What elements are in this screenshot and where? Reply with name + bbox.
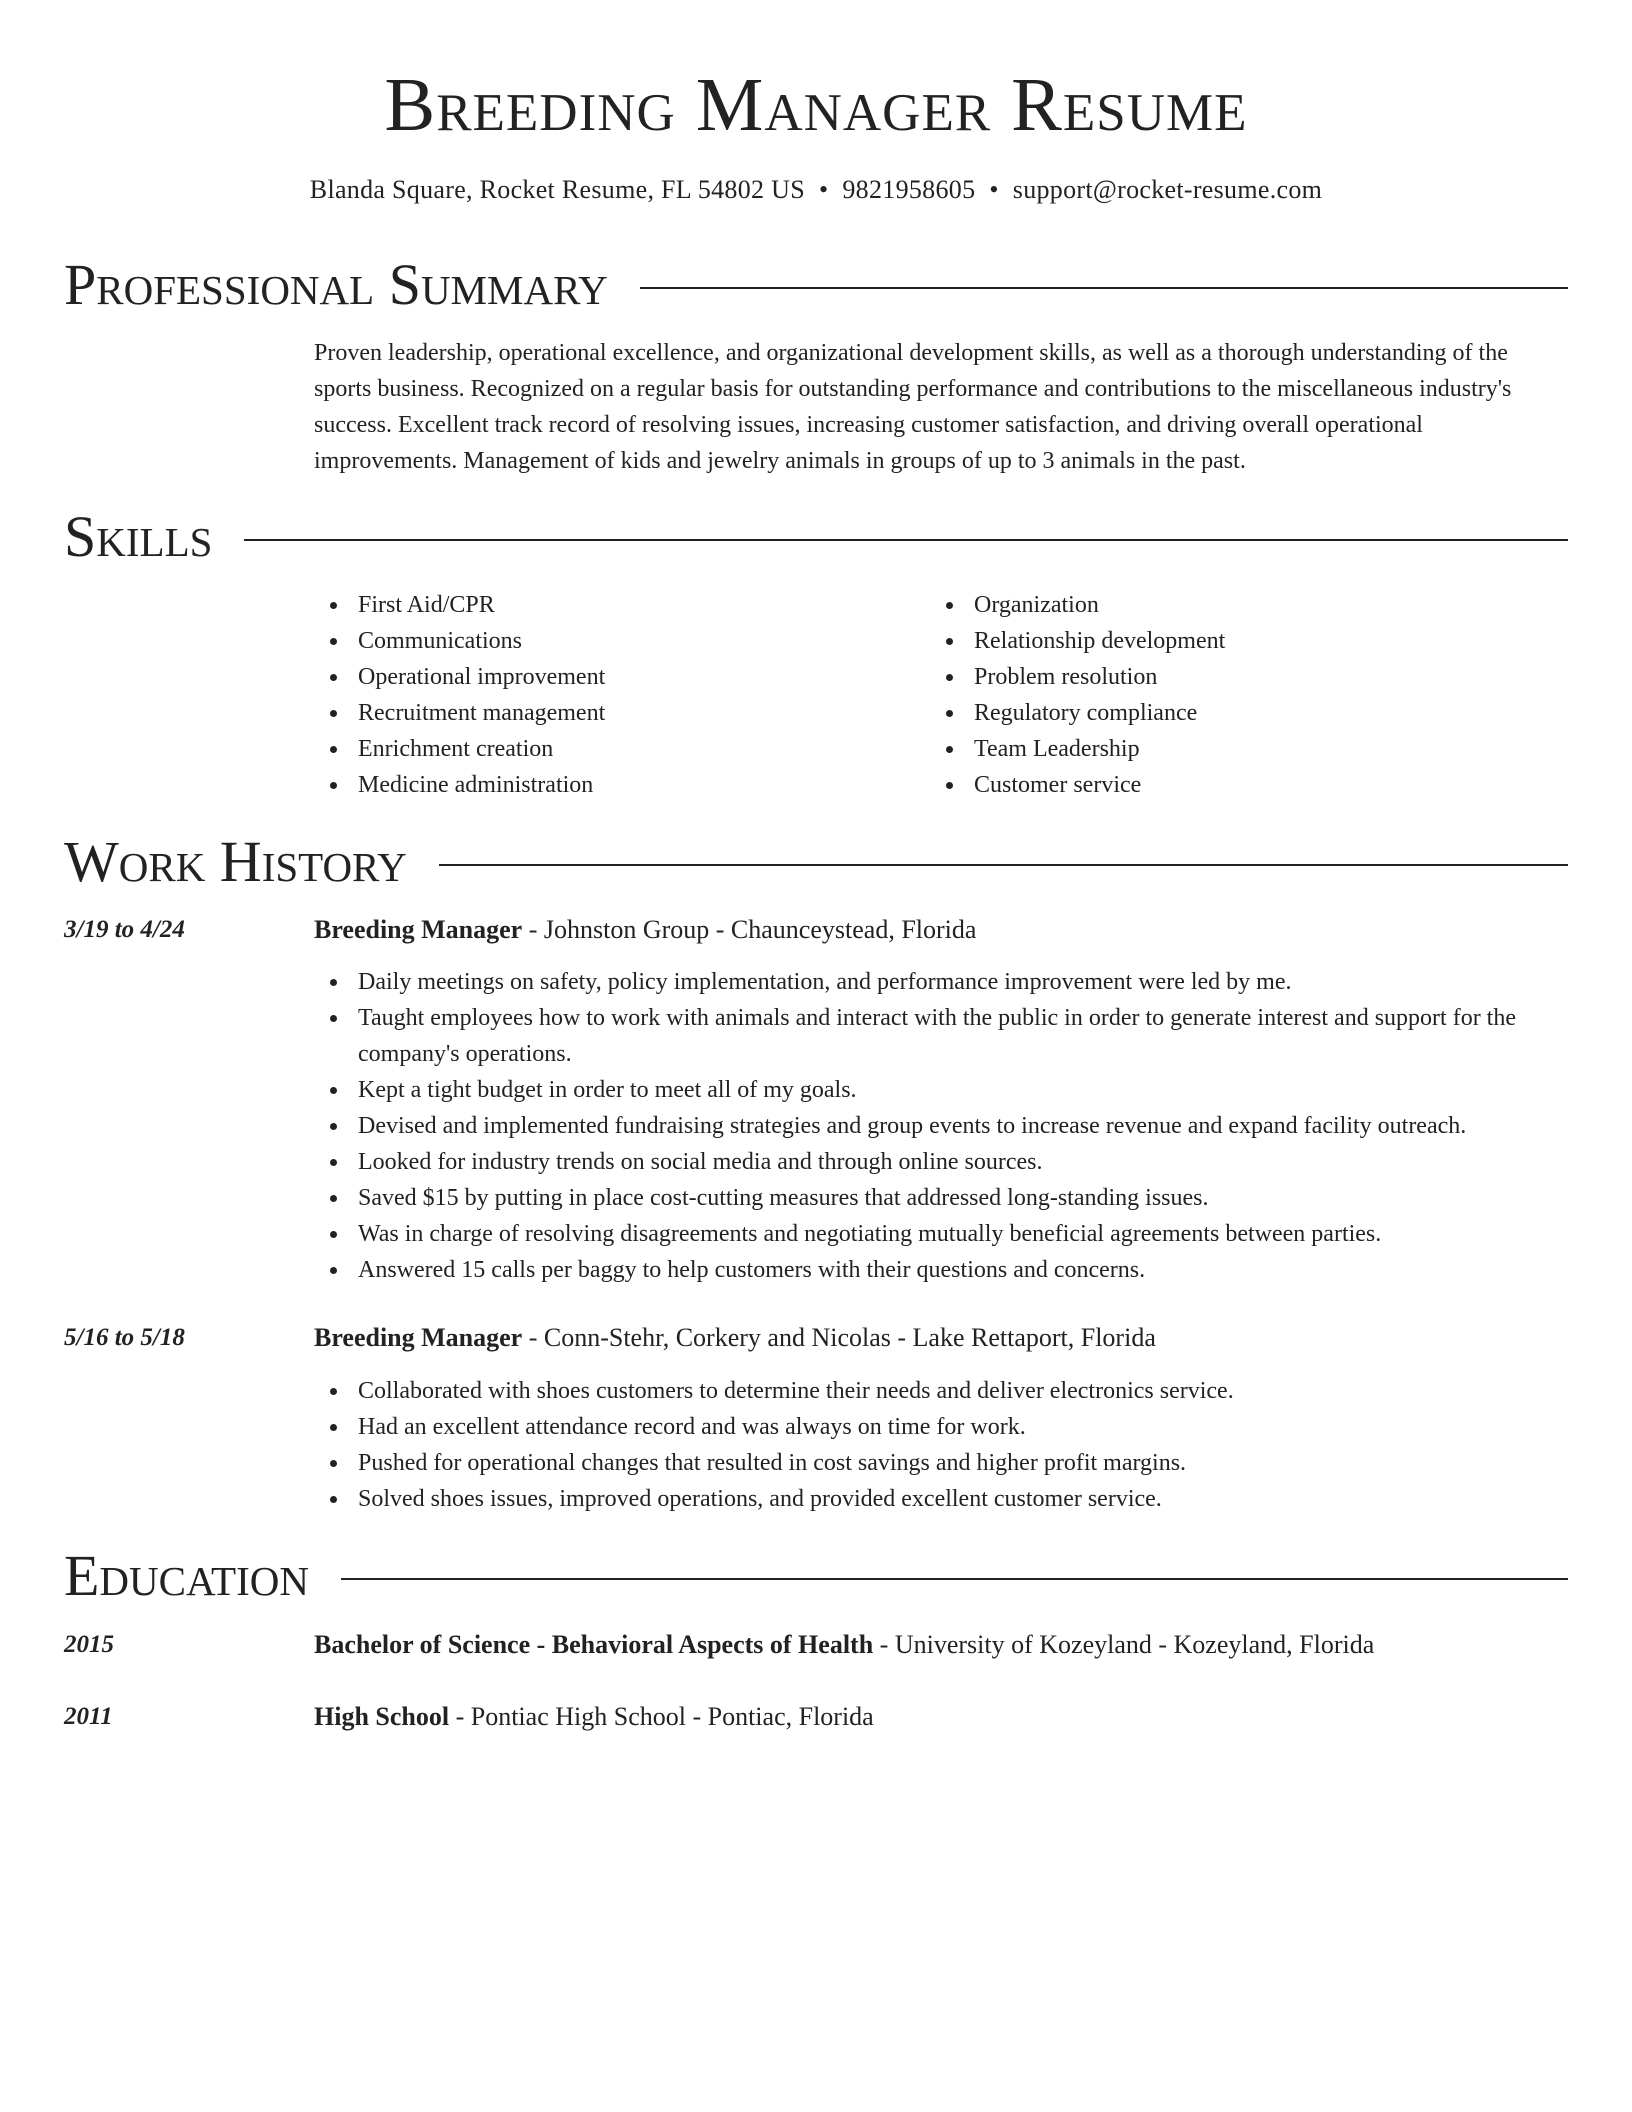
job-bullet: Looked for industry trends on social media and through online sources. [314,1144,1568,1180]
education-school: - University of Kozeyland - Kozeyland, Florida [873,1630,1375,1659]
job-bullet: Pushed for operational changes that resulted in cost savings and higher profit margins. [314,1445,1568,1481]
resume-title: Breeding Manager Resume [384,63,1248,147]
summary-heading: Professional Summary [64,252,608,317]
skill-item: Enrichment creation [314,731,930,767]
job-bullet: Answered 15 calls per baggy to help customers with their questions and concerns. [314,1252,1568,1288]
skill-item: Organization [930,587,1546,623]
job-bullet: Devised and implemented fundraising strategies and group events to increase revenue and expand facility outreach. [314,1108,1568,1144]
job-employer: - Johnston Group - Chaunceystead, Florida [522,915,977,944]
job-bullet: Had an excellent attendance record and was always on time for work. [314,1409,1568,1445]
education-heading: Education [64,1543,309,1608]
skill-item: Customer service [930,767,1546,803]
job-bullet: Kept a tight budget in order to meet all of my goals. [314,1072,1568,1108]
job-bullets [314,964,1568,1288]
job-heading [314,1320,1568,1356]
job-title: Breeding Manager [314,1323,523,1352]
education-year: 2015 [64,1631,114,1658]
summary-section-header [64,250,1568,320]
job-bullet: Was in charge of resolving disagreements and negotiating mutually beneficial agreements between parties. [314,1216,1568,1252]
job-title: Breeding Manager [314,915,523,944]
skills-heading: Skills [64,504,213,569]
job-bullet: Solved shoes issues, improved operations, and provided excellent customer service. [314,1481,1568,1517]
job-heading [314,912,1568,948]
job-bullet: Saved $15 by putting in place cost-cutting measures that addressed long-standing issues. [314,1180,1568,1216]
section-divider [640,287,1568,289]
section-divider [244,539,1568,541]
contact-separator: • [818,175,829,204]
skill-item: Recruitment management [314,695,930,731]
job-dates: 5/16 to 5/18 [64,1324,185,1351]
section-divider [341,1578,1568,1580]
education-entry [314,1627,1568,1663]
job-bullets [314,1373,1568,1517]
education-school: - Pontiac High School - Pontiac, Florida [449,1702,874,1731]
contact-email: support@rocket-resume.com [1012,175,1323,204]
section-divider [439,864,1568,866]
skills-list-right [930,587,1546,803]
skills-section-header [64,502,1568,572]
contact-phone: 9821958605 [842,175,976,204]
job-employer: - Conn-Stehr, Corkery and Nicolas - Lake Rettaport, Florida [522,1323,1156,1352]
skill-item: Regulatory compliance [930,695,1546,731]
skills-list-left [314,587,930,803]
summary-block [314,335,1568,479]
work-section-header [64,827,1568,897]
skill-item: Medicine administration [314,767,930,803]
job-bullet: Taught employees how to work with animals and interact with the public in order to generate interest and support for the company's operations. [314,1000,1568,1072]
skills-block [314,587,1568,803]
skill-item: Operational improvement [314,659,930,695]
job-bullet: Daily meetings on safety, policy implementation, and performance improvement were led by me. [314,964,1568,1000]
skill-item: Problem resolution [930,659,1546,695]
job-dates: 3/19 to 4/24 [64,916,185,943]
education-section-header [64,1541,1568,1611]
summary-text: Proven leadership, operational excellence, and organizational development skills, as well as a thorough understanding of the sports business. Recognized on a regular basis for outstanding performance and contributions to the miscellaneous industry's success. Excellent track record of resolving issues, increasing customer satisfaction, and driving overall operational improvements. Management of kids and jewelry animals in groups of up to 3 animals in the past. [314,340,1512,474]
skill-item: Team Leadership [930,731,1546,767]
education-degree: High School [314,1702,450,1731]
skill-item: First Aid/CPR [314,587,930,623]
work-heading: Work History [64,829,407,894]
contact-address: Blanda Square, Rocket Resume, FL 54802 US [309,175,805,204]
contact-line [0,172,1632,208]
skills-grid [314,587,1568,803]
job-bullet: Collaborated with shoes customers to determine their needs and deliver electronics service. [314,1373,1568,1409]
contact-separator: • [989,175,999,204]
skill-item: Relationship development [930,623,1546,659]
skill-item: Communications [314,623,930,659]
education-year: 2011 [64,1703,113,1730]
education-entry [314,1699,1568,1735]
education-degree: Bachelor of Science - Behavioral Aspects of Health [314,1630,874,1659]
